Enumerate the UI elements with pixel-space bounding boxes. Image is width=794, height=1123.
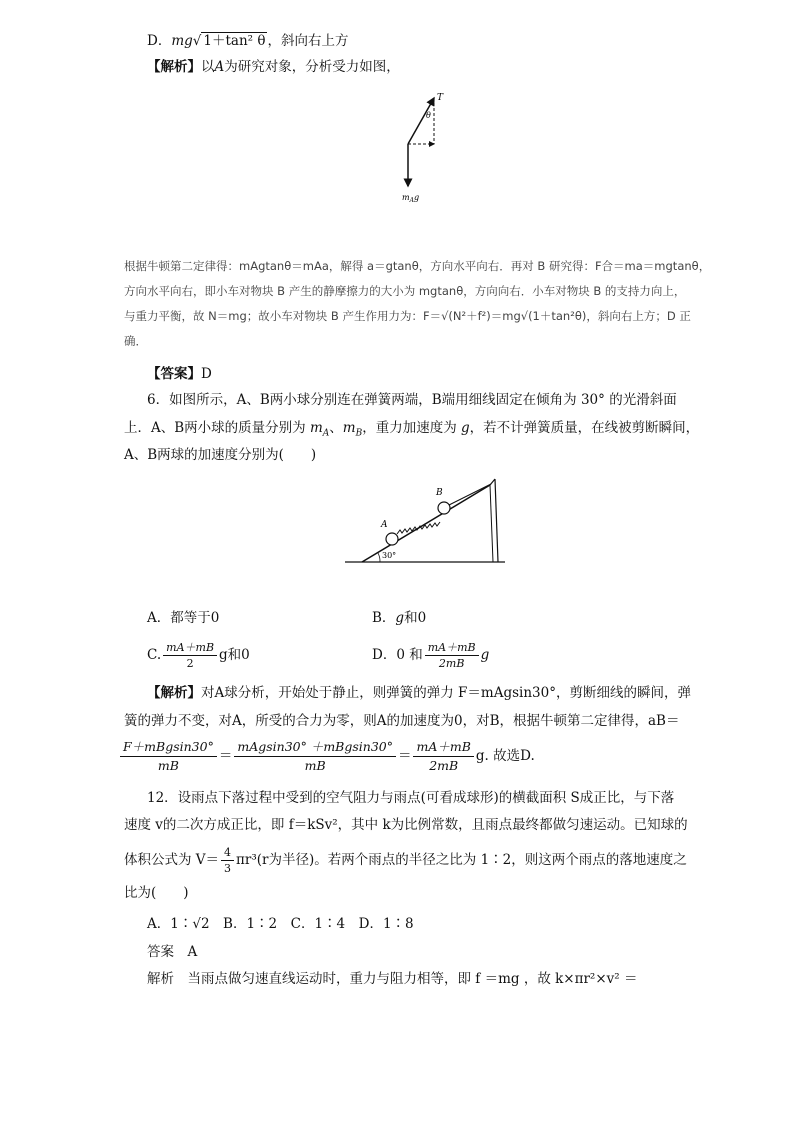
analysis-2-line-1: 【解析】对A球分析，开始处于静止，则弹簧的弹力 F＝mAgsin30°，剪断细线的瞬间，弹 — [147, 685, 691, 701]
q12-line-4: 比为( ) — [124, 885, 189, 901]
q12-line-2: 速度 v的二次方成正比，即 f＝kSv²，其中 k为比例常数，且雨点最终都做匀速运动。已知球的 — [124, 817, 688, 833]
analysis-2-line-2: 簧的弹力不变，对A，所受的合力为零，则A的加速度为0，对B，根据牛顿第二定律得，aB＝ — [124, 713, 680, 729]
q6-option-a: A．都等于0 — [147, 610, 220, 626]
label-b: B — [436, 488, 443, 498]
label-angle: 30° — [382, 551, 397, 560]
q12-analysis: 解析 当雨点做匀速直线运动时，重力与阻力相等，即 f ＝mg ，故 k×πr²×v² ＝ — [147, 971, 638, 987]
label-t: T — [437, 93, 444, 103]
label-mg: $m_Ag$ — [402, 193, 420, 204]
gray-paragraph-line-3: 与重力平衡，故 N＝mg；故小车对物块 B 产生作用力为：F＝√(N²＋f²)＝mg√(1＋tan²θ)，斜向右上方；D 正 — [124, 309, 691, 323]
q6-line-1: 6．如图所示，A、B两小球分别连在弹簧两端，B端用细线固定在倾角为 30° 的光滑斜面 — [147, 392, 677, 408]
q6-line-3: A、B两球的加速度分别为( ) — [124, 447, 317, 463]
q12-line-3: 体积公式为 V＝ $\frac{4}{3}$ πr³(r为半径)。若两个雨点的半径之比为 1∶2，则这两个雨点的落地速度之 — [124, 846, 687, 875]
q12-options: A．1∶√2 B．1∶2 C．1∶4 D．1∶8 — [147, 916, 414, 932]
gray-paragraph-line-1: 根据牛顿第二定律得：mAgtanθ＝mAa，解得 a＝gtanθ，方向水平向右．再对 B 研究得：F合＝ma＝mgtanθ， — [124, 259, 711, 273]
q6-option-b: B．g和0 — [372, 610, 427, 626]
q6-line-2: 上．A、B两小球的质量分别为 $m_A$、$m_B$，重力加速度为 g，若不计弹簧质量，在线被剪断瞬间， — [124, 420, 700, 439]
incline-diagram — [340, 475, 510, 570]
analysis-2-formula: $\frac{\text{F＋mBgsin30°}}{mB}$ ＝ $\frac{\text{mAgsin30° ＋mBgsin30°}}{mB}$ ＝ $\frac{mA+mB}{2mB}$ g. 故选D. — [118, 738, 535, 775]
q6-option-d: D．0 和 $\frac{mA+mB}{2mB}$ g — [372, 641, 490, 670]
gray-paragraph-line-4: 确． — [124, 334, 147, 348]
q6-option-c: C. $\frac{mA+mB}{2}$ g和0 — [147, 641, 250, 670]
q12-answer: 答案 A — [147, 944, 198, 960]
label-a: A — [381, 520, 388, 530]
analysis-1: 【解析】以A为研究对象，分析受力如图， — [147, 59, 400, 75]
force-diagram — [390, 90, 460, 210]
q12-line-1: 12．设雨点下落过程中受到的空气阻力与雨点(可看成球形)的横截面积 S成正比，与下落 — [147, 790, 675, 806]
label-theta: θ — [426, 111, 431, 120]
option-d-prev: D．mg√ 1＋tan² θ ，斜向右上方 — [147, 33, 349, 49]
answer-1: 【答案】D — [147, 366, 212, 382]
gray-paragraph-line-2: 方向水平向右，即小车对物块 B 产生的静摩擦力的大小为 mgtanθ，方向向右．小车对物块 B 的支持力向上， — [124, 284, 686, 298]
